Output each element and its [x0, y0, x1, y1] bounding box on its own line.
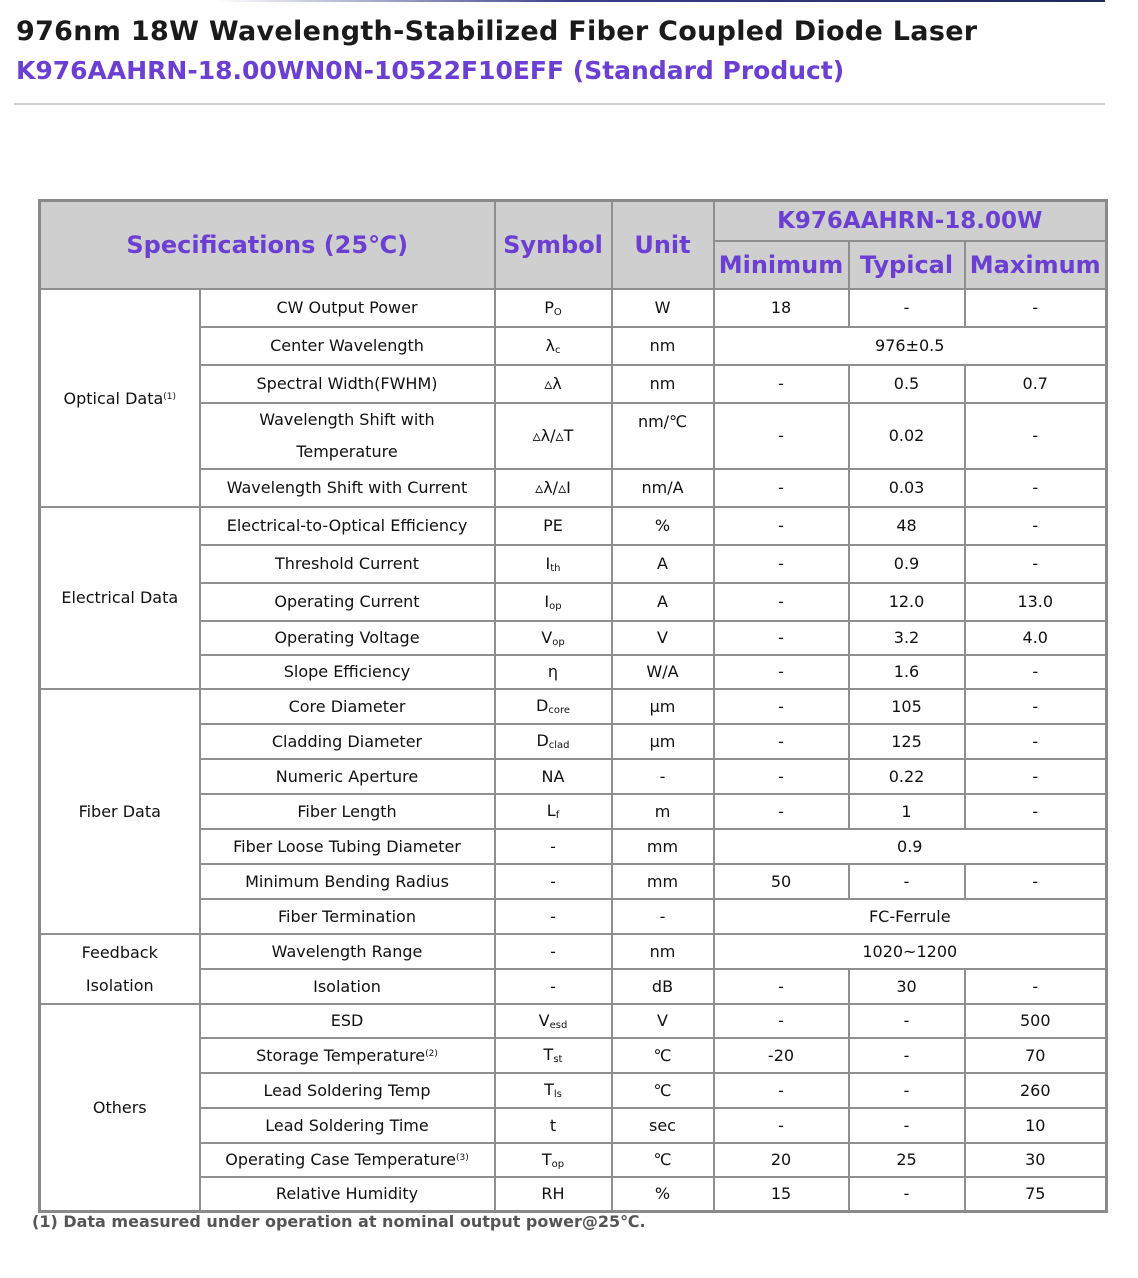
table-row	[40, 969, 1107, 1004]
header-specifications: Specifications (25℃)	[40, 201, 495, 289]
min-cell: -	[714, 583, 849, 621]
max-cell: -	[965, 507, 1107, 545]
symbol-cell: $I_{th}$	[495, 545, 612, 583]
header-symbol: Symbol	[495, 201, 612, 289]
min-cell: -	[714, 1108, 849, 1143]
symbol-cell: $V_{esd}$	[495, 1004, 612, 1038]
table-row	[40, 583, 1107, 621]
table-row	[40, 545, 1107, 583]
symbol-cell: $I_{op}$	[495, 583, 612, 621]
min-cell: -	[714, 365, 849, 403]
min-cell: -	[714, 1073, 849, 1108]
typ-cell: -	[849, 1177, 965, 1212]
param-cell: Operating Voltage	[200, 621, 495, 655]
table-row	[40, 655, 1107, 689]
min-cell: -20	[714, 1038, 849, 1073]
symbol-cell: $T_{ls}$	[495, 1073, 612, 1108]
table-row	[40, 469, 1107, 507]
category-fiber: Fiber Data	[40, 689, 200, 934]
unit-cell: m	[612, 794, 714, 829]
typ-cell: -	[849, 1073, 965, 1108]
typ-cell: 1	[849, 794, 965, 829]
param-cell: Minimum Bending Radius	[200, 864, 495, 899]
symbol-cell: -	[495, 934, 612, 969]
footnote: (1) Data measured under operation at nominal output power@25℃.	[32, 1212, 646, 1231]
min-cell: -	[714, 1004, 849, 1038]
max-cell: 30	[965, 1143, 1107, 1177]
unit-cell: W	[612, 289, 714, 327]
span-value-cell: 1020~1200	[714, 934, 1107, 969]
category-feedback-isolation: Feedback Isolation	[40, 934, 200, 1004]
min-cell: -	[714, 969, 849, 1004]
unit-cell: nm/℃	[612, 403, 714, 469]
table-row	[40, 934, 1107, 969]
unit-cell: nm	[612, 934, 714, 969]
min-cell: 20	[714, 1143, 849, 1177]
typ-cell: 0.5	[849, 365, 965, 403]
max-cell: -	[965, 689, 1107, 724]
unit-cell: V	[612, 621, 714, 655]
typ-cell: 105	[849, 689, 965, 724]
table-row	[40, 1038, 1107, 1073]
typ-cell: -	[849, 1004, 965, 1038]
param-cell: Cladding Diameter	[200, 724, 495, 759]
param-cell: Numeric Aperture	[200, 759, 495, 794]
max-cell: 4.0	[965, 621, 1107, 655]
typ-cell: -	[849, 1038, 965, 1073]
unit-cell: ℃	[612, 1073, 714, 1108]
symbol-cell: $D_{clad}$	[495, 724, 612, 759]
unit-cell: nm	[612, 365, 714, 403]
symbol-cell: $L_f$	[495, 794, 612, 829]
typ-cell: 48	[849, 507, 965, 545]
spec-table	[38, 199, 1108, 1213]
max-cell: 10	[965, 1108, 1107, 1143]
max-cell: -	[965, 864, 1107, 899]
unit-cell: V	[612, 1004, 714, 1038]
header-model: K976AAHRN-18.00W	[714, 201, 1107, 241]
symbol-cell: $T_{st}$	[495, 1038, 612, 1073]
param-cell: CW Output Power	[200, 289, 495, 327]
typ-cell: 3.2	[849, 621, 965, 655]
param-cell: Relative Humidity	[200, 1177, 495, 1212]
symbol-cell: $\lambda_c$	[495, 327, 612, 365]
table-row	[40, 403, 1107, 469]
max-cell: -	[965, 469, 1107, 507]
unit-cell: μm	[612, 689, 714, 724]
unit-cell: A	[612, 583, 714, 621]
param-cell: Core Diameter	[200, 689, 495, 724]
max-cell: -	[965, 655, 1107, 689]
param-cell: Operating Case Temperature$^{(3)}$	[200, 1143, 495, 1177]
typ-cell: 0.02	[849, 403, 965, 469]
max-cell: -	[965, 545, 1107, 583]
unit-cell: μm	[612, 724, 714, 759]
typ-cell: 12.0	[849, 583, 965, 621]
param-cell: Storage Temperature$^{(2)}$	[200, 1038, 495, 1073]
min-cell: -	[714, 507, 849, 545]
unit-cell: ℃	[612, 1038, 714, 1073]
param-cell: Spectral Width(FWHM)	[200, 365, 495, 403]
symbol-cell: $T_{op}$	[495, 1143, 612, 1177]
table-row	[40, 1073, 1107, 1108]
unit-cell: A	[612, 545, 714, 583]
unit-cell: -	[612, 759, 714, 794]
typ-cell: 1.6	[849, 655, 965, 689]
table-row	[40, 1108, 1107, 1143]
table-row	[40, 724, 1107, 759]
unit-cell: mm	[612, 829, 714, 864]
max-cell: -	[965, 403, 1107, 469]
min-cell: -	[714, 794, 849, 829]
min-cell: 15	[714, 1177, 849, 1212]
param-cell: Wavelength Shift with Temperature	[200, 403, 495, 469]
unit-cell: mm	[612, 864, 714, 899]
span-value-cell: 976±0.5	[714, 327, 1107, 365]
unit-cell: dB	[612, 969, 714, 1004]
unit-cell: ℃	[612, 1143, 714, 1177]
span-value-cell: 0.9	[714, 829, 1107, 864]
category-electrical: Electrical Data	[40, 507, 200, 689]
table-row	[40, 327, 1107, 365]
header-unit: Unit	[612, 201, 714, 289]
table-row	[40, 507, 1107, 545]
symbol-cell: ▵λ	[495, 365, 612, 403]
min-cell: -	[714, 469, 849, 507]
max-cell: -	[965, 794, 1107, 829]
symbol-cell: $P_O$	[495, 289, 612, 327]
typ-cell: 30	[849, 969, 965, 1004]
param-cell: ESD	[200, 1004, 495, 1038]
max-cell: -	[965, 969, 1107, 1004]
symbol-cell: η	[495, 655, 612, 689]
min-cell: -	[714, 724, 849, 759]
category-optical: Optical Data$^{(1)}$	[40, 289, 200, 507]
param-cell: Wavelength Shift with Current	[200, 469, 495, 507]
min-cell: -	[714, 403, 849, 469]
param-cell: Slope Efficiency	[200, 655, 495, 689]
unit-cell: sec	[612, 1108, 714, 1143]
min-cell: -	[714, 759, 849, 794]
table-row	[40, 289, 1107, 327]
symbol-cell: -	[495, 864, 612, 899]
unit-cell: W/A	[612, 655, 714, 689]
table-row	[40, 794, 1107, 829]
max-cell: 75	[965, 1177, 1107, 1212]
param-cell: Lead Soldering Temp	[200, 1073, 495, 1108]
symbol-cell: PE	[495, 507, 612, 545]
min-cell: -	[714, 689, 849, 724]
table-row	[40, 365, 1107, 403]
table-row	[40, 864, 1107, 899]
param-cell: Isolation	[200, 969, 495, 1004]
table-row	[40, 829, 1107, 864]
symbol-cell: ▵λ/▵I	[495, 469, 612, 507]
unit-cell: %	[612, 507, 714, 545]
max-cell: 0.7	[965, 365, 1107, 403]
param-cell: Electrical-to-Optical Efficiency	[200, 507, 495, 545]
table-row	[40, 1004, 1107, 1038]
top-accent-line	[215, 0, 1105, 2]
param-cell: Fiber Loose Tubing Diameter	[200, 829, 495, 864]
max-cell: -	[965, 724, 1107, 759]
max-cell: 260	[965, 1073, 1107, 1108]
typ-cell: 125	[849, 724, 965, 759]
param-cell: Wavelength Range	[200, 934, 495, 969]
table-row	[40, 899, 1107, 934]
unit-cell: %	[612, 1177, 714, 1212]
typ-cell: -	[849, 289, 965, 327]
symbol-cell: $D_{core}$	[495, 689, 612, 724]
max-cell: 500	[965, 1004, 1107, 1038]
category-others: Others	[40, 1004, 200, 1212]
span-value-cell: FC-Ferrule	[714, 899, 1107, 934]
symbol-cell: NA	[495, 759, 612, 794]
symbol-cell: -	[495, 899, 612, 934]
symbol-cell: -	[495, 969, 612, 1004]
param-cell: Fiber Termination	[200, 899, 495, 934]
param-cell: Center Wavelength	[200, 327, 495, 365]
min-cell: 50	[714, 864, 849, 899]
title-divider	[14, 103, 1105, 105]
param-cell: Threshold Current	[200, 545, 495, 583]
typ-cell: 25	[849, 1143, 965, 1177]
typ-cell: 0.22	[849, 759, 965, 794]
typ-cell: -	[849, 1108, 965, 1143]
typ-cell: 0.03	[849, 469, 965, 507]
table-row	[40, 689, 1107, 724]
header-maximum: Maximum	[965, 241, 1107, 289]
typ-cell: -	[849, 864, 965, 899]
table-row	[40, 1143, 1107, 1177]
unit-cell: -	[612, 899, 714, 934]
table-row	[40, 759, 1107, 794]
symbol-cell: ▵λ/▵T	[495, 403, 612, 469]
max-cell: 13.0	[965, 583, 1107, 621]
symbol-cell: RH	[495, 1177, 612, 1212]
symbol-cell: $V_{op}$	[495, 621, 612, 655]
header-minimum: Minimum	[714, 241, 849, 289]
symbol-cell: -	[495, 829, 612, 864]
min-cell: -	[714, 545, 849, 583]
table-row	[40, 1177, 1107, 1212]
symbol-cell: t	[495, 1108, 612, 1143]
max-cell: -	[965, 759, 1107, 794]
max-cell: 70	[965, 1038, 1107, 1073]
page-subtitle: K976AAHRN-18.00WN0N-10522F10EFF (Standard Product)	[16, 56, 845, 85]
typ-cell: 0.9	[849, 545, 965, 583]
param-cell: Lead Soldering Time	[200, 1108, 495, 1143]
page-title: 976nm 18W Wavelength-Stabilized Fiber Coupled Diode Laser	[16, 16, 978, 47]
unit-cell: nm	[612, 327, 714, 365]
table-row	[40, 621, 1107, 655]
min-cell: -	[714, 655, 849, 689]
max-cell: -	[965, 289, 1107, 327]
header-typical: Typical	[849, 241, 965, 289]
param-cell: Fiber Length	[200, 794, 495, 829]
min-cell: 18	[714, 289, 849, 327]
unit-cell: nm/A	[612, 469, 714, 507]
min-cell: -	[714, 621, 849, 655]
param-cell: Operating Current	[200, 583, 495, 621]
